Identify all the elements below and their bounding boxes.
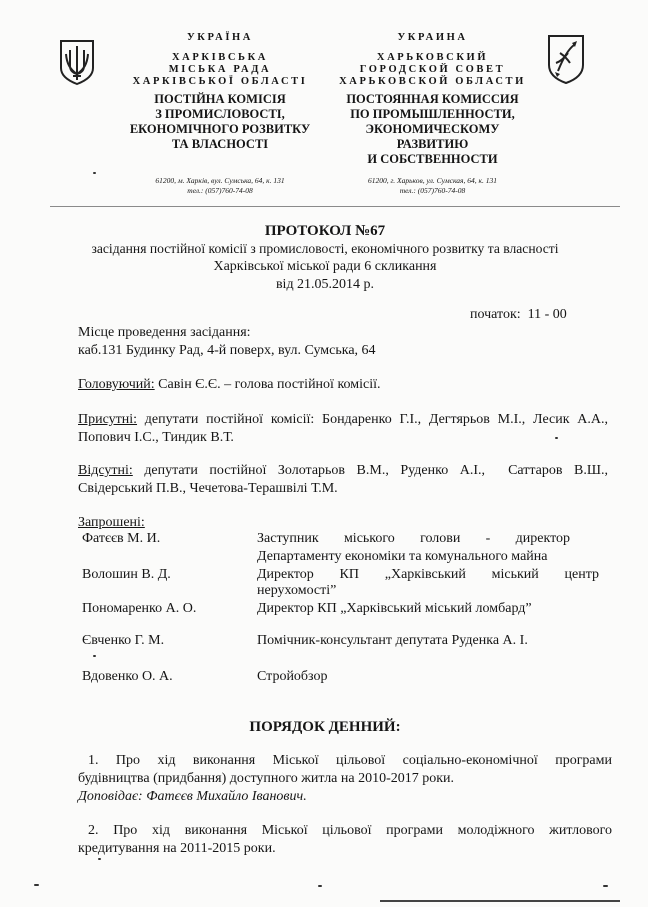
- agenda-item: 1. Про хід виконання Міської цільової соціально-економічної програми: [88, 753, 612, 768]
- invited-role: Заступник міського голови - директор: [257, 531, 570, 546]
- address: 61200, м. Харків, вул. Сумська, 64, к. 131: [155, 176, 285, 185]
- invited-name: Євченко Г. М.: [82, 633, 165, 648]
- council-name-line: ХАРЬКОВСКОЙ ОБЛАСТИ: [339, 76, 526, 87]
- commission-name-line: РАЗВИТИЮ: [396, 137, 469, 151]
- header-left: [110, 32, 330, 152]
- invited-name: Вдовенко О. А.: [82, 669, 173, 684]
- scan-speck: [98, 858, 101, 860]
- scan-speck: [318, 885, 322, 887]
- kharkiv-coat-of-arms-icon: [546, 33, 586, 85]
- commission-name-line: ЭКОНОМИЧЕСКОМУ: [365, 122, 500, 136]
- invited-role: Директор КП „Харківський міський ломбард”: [257, 601, 532, 616]
- invited-role: Стройобзор: [257, 669, 328, 684]
- protocol-subtitle: Харківської міської ради 6 скликання: [213, 259, 437, 274]
- agenda-item: 2. Про хід виконання Міської цільової програми молодіжного житлового: [88, 823, 612, 838]
- invited-role-cont: нерухомості”: [257, 583, 337, 598]
- scan-speck: [93, 655, 96, 657]
- header-right-contacts: [325, 176, 540, 196]
- commission-name-line: ЕКОНОМІЧНОГО РОЗВИТКУ: [129, 122, 311, 136]
- protocol-title: ПРОТОКОЛ №67: [264, 223, 386, 239]
- address: 61200, г. Харьков, ул. Сумская, 64, к. 131: [367, 176, 498, 185]
- commission-name-line: ПО ПРОМЫШЛЕННОСТИ,: [350, 107, 515, 121]
- scan-speck: [34, 884, 39, 886]
- invited-name: Волошин В. Д.: [82, 567, 171, 582]
- header-right: [325, 32, 540, 167]
- agenda-item-cont: кредитування на 2011-2015 роки.: [78, 841, 276, 856]
- protocol-subtitle: засідання постійної комісії з промисловості, економічного розвитку та власності: [91, 241, 559, 256]
- present-value: депутати постійної комісії: Бондаренко Г.І., Дегтярьов М.І., Лесик А.А.,: [137, 412, 608, 427]
- present-label: Присутні:: [78, 412, 138, 427]
- invited-name: Пономаренко А. О.: [82, 601, 197, 616]
- country-name: УКРАЇНА: [186, 32, 253, 43]
- absent-line: [78, 462, 608, 480]
- present-value-cont: Попович І.С., Тиндик В.Т.: [78, 430, 234, 445]
- protocol-heading: [40, 222, 610, 294]
- invited-role: Помічник-консультант депутата Руденка А. І.: [257, 633, 528, 648]
- invited-role-cont: Департаменту економіки та комунального майна: [257, 549, 548, 564]
- scan-speck: [93, 172, 96, 174]
- phone: тел.: (057)760-74-08: [399, 186, 466, 195]
- chair-line: [78, 376, 381, 394]
- council-name-line: МІСЬКА РАДА: [168, 64, 272, 75]
- header-divider: [50, 206, 620, 207]
- commission-name-line: ПОСТОЯННАЯ КОМИССИЯ: [346, 92, 519, 106]
- absent-value-cont: Свідерський П.В., Чечетова-Терашвілі Т.М.: [78, 481, 338, 496]
- absent-value: депутати постійної Золотарьов В.М., Руденко А.І., Саттаров В.Ш.,: [132, 463, 608, 478]
- commission-name-line: ПОСТІЙНА КОМІСІЯ: [154, 92, 286, 106]
- start-time: початок: 11 - 00: [470, 307, 567, 322]
- chair-label: Головуючий:: [78, 377, 155, 392]
- present-line: [78, 411, 608, 429]
- commission-name-line: ТА ВЛАСНОСТІ: [171, 137, 269, 151]
- agenda-title: ПОРЯДОК ДЕННИЙ:: [249, 719, 401, 735]
- country-name: УКРАИНА: [397, 32, 468, 43]
- chair-value: Савін Є.Є. – голова постійної комісії.: [154, 377, 381, 392]
- venue-label: Місце проведення засідання:: [78, 325, 251, 340]
- venue-value: каб.131 Будинку Рад, 4-й поверх, вул. Сумська, 64: [78, 343, 376, 358]
- agenda-item-cont: будівництва (придбання) доступного житла на 2010-2017 роки.: [78, 771, 455, 786]
- protocol-date: від 21.05.2014 р.: [275, 277, 375, 292]
- scan-edge-line: [380, 900, 620, 902]
- invited-name: Фатєєв М. И.: [82, 531, 161, 546]
- scan-speck: [603, 885, 608, 887]
- council-name-line: ХАРКІВСЬКОЇ ОБЛАСТІ: [132, 76, 308, 87]
- invited-label: Запрошені:: [78, 515, 145, 530]
- absent-label: Відсутні:: [78, 463, 133, 478]
- invited-role: Директор КП „Харківський міський центр: [257, 567, 599, 582]
- header-left-contacts: [110, 176, 330, 196]
- agenda-speaker: Доповідає: Фатєєв Михайло Іванович.: [78, 789, 307, 804]
- commission-name-line: З ПРОМИСЛОВОСТІ,: [155, 107, 285, 121]
- ukraine-trident-icon: [58, 38, 96, 86]
- council-name-line: ХАРЬКОВСКИЙ: [376, 52, 489, 63]
- phone: тел.: (057)760-74-08: [187, 186, 253, 195]
- scan-speck: [555, 437, 558, 439]
- commission-name-line: И СОБСТВЕННОСТИ: [367, 152, 498, 166]
- council-name-line: ХАРКІВСЬКА: [171, 52, 268, 63]
- council-name-line: ГОРОДСКОЙ СОВЕТ: [359, 64, 506, 75]
